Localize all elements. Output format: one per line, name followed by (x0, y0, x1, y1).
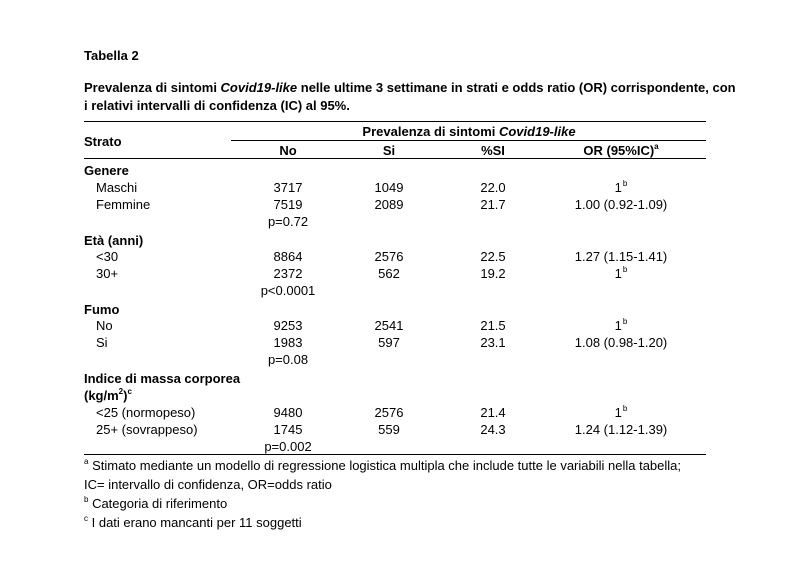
header-or: OR $(95\%IC)^a$ (583, 142, 659, 158)
cell-si: 559 (378, 422, 400, 437)
cell-or: 1$^b$ (614, 179, 628, 195)
cell-si: 2089 (374, 197, 404, 212)
section-subtitle-imc: $(kg/m^2)^c$ (84, 387, 132, 403)
cell-no: 1983 (273, 335, 303, 350)
cell-or: 1.00 (0.92-1.09) (574, 197, 668, 212)
cell-no: 9480 (273, 405, 303, 420)
section-title-imc: Indice di massa corporea (84, 371, 241, 386)
section-title-fumo: Fumo (84, 302, 120, 317)
table-caption-line1: Prevalenza di sintomi Covid19-like nelle ultime 3 settimane in strati e odds ratio (OR) corrispondente, con (84, 80, 736, 95)
top-rule (84, 121, 706, 122)
cell-si: 597 (378, 335, 400, 350)
row-label: <25 (normopeso) (96, 405, 196, 420)
bottom-rule (84, 454, 706, 455)
cell-no: 2372 (273, 266, 303, 281)
cell-pct: 21.7 (480, 197, 506, 212)
cell-pct: 22.5 (480, 249, 506, 264)
header-si: Si (382, 143, 396, 158)
cell-pct: 23.1 (480, 335, 506, 350)
row-label: No (96, 318, 113, 333)
footnote-a: $^a$ Stimato mediante un modello di regressione logistica multipla che include tutte le variabili nella tabella; (84, 457, 682, 473)
cell-or: 1$^b$ (614, 317, 628, 333)
cell-si: 2576 (374, 249, 404, 264)
pvalue: p=0.002 (264, 439, 312, 454)
header-no: No (279, 143, 297, 158)
cell-no: 3717 (273, 180, 303, 195)
footnote-a-cont: IC= intervallo di confidenza, OR=odds ratio (84, 477, 332, 492)
row-label: Si (96, 335, 108, 350)
cell-si: 1049 (374, 180, 404, 195)
section-title-genere: Genere (84, 163, 129, 178)
cell-pct: 19.2 (480, 266, 506, 281)
cell-pct: 24.3 (480, 422, 506, 437)
header-strato: Strato (84, 134, 122, 149)
header-group: Prevalenza di sintomi Covid19-like (362, 124, 576, 139)
header-pct: %SI (481, 143, 505, 158)
pvalue: p=0.08 (267, 352, 309, 367)
row-label: Maschi (96, 180, 138, 195)
cell-or: 1$^b$ (614, 265, 628, 281)
footnote-c: $^c$ I dati erano mancanti per 11 soggetti (84, 514, 302, 530)
pvalue: p<0.0001 (260, 283, 316, 298)
cell-or: 1.24 (1.12-1.39) (574, 422, 668, 437)
cell-pct: 22.0 (480, 180, 506, 195)
footnote-b: $^b$ Categoria di riferimento (84, 495, 228, 511)
row-label: <30 (96, 249, 119, 264)
cell-si: 562 (378, 266, 400, 281)
header-rule (84, 158, 706, 159)
pvalue: p=0.72 (267, 214, 309, 229)
table-caption-line2: i relativi intervalli di confidenza (IC) al 95%. (84, 98, 350, 113)
cell-no: 8864 (273, 249, 303, 264)
cell-si: 2576 (374, 405, 404, 420)
row-label: 25+ (sovrappeso) (96, 422, 198, 437)
group-rule (231, 140, 706, 141)
cell-no: 1745 (273, 422, 303, 437)
cell-pct: 21.5 (480, 318, 506, 333)
row-label: 30+ (96, 266, 119, 281)
cell-pct: 21.4 (480, 405, 506, 420)
cell-no: 7519 (273, 197, 303, 212)
cell-or: 1$^b$ (614, 404, 628, 420)
cell-si: 2541 (374, 318, 404, 333)
section-title-eta: Età (anni) (84, 233, 144, 248)
cell-or: 1.27 (1.15-1.41) (574, 249, 668, 264)
table-label: Tabella 2 (84, 48, 139, 63)
row-label: Femmine (96, 197, 151, 212)
cell-or: 1.08 (0.98-1.20) (574, 335, 668, 350)
cell-no: 9253 (273, 318, 303, 333)
